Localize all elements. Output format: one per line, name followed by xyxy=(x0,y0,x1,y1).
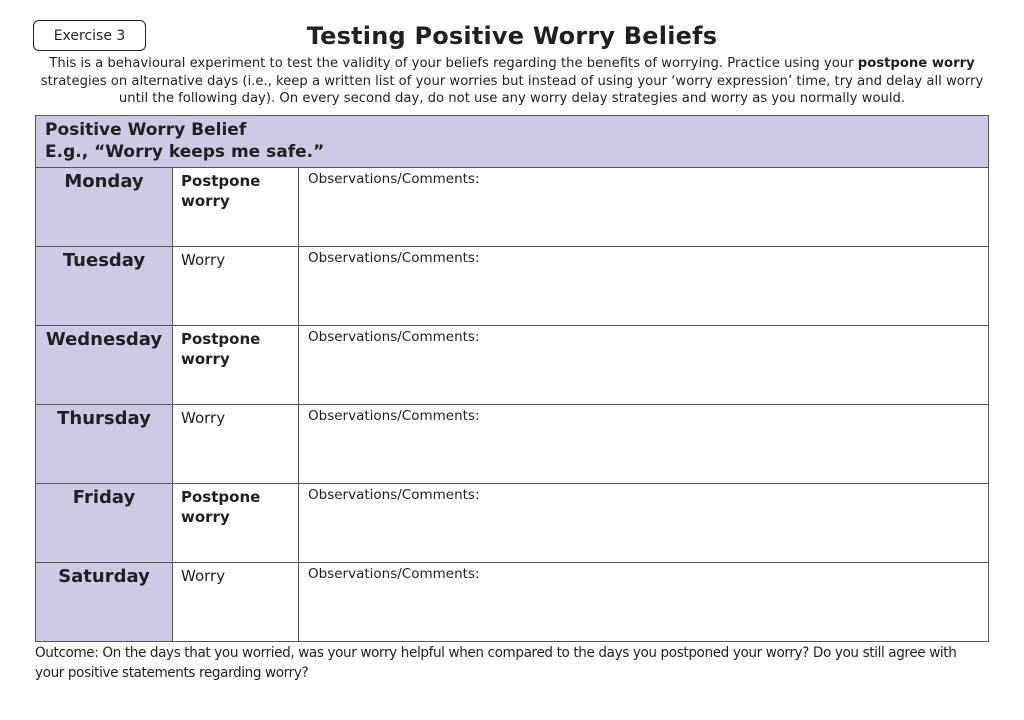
day-cell: Wednesday xyxy=(36,326,173,405)
observations-cell[interactable] xyxy=(299,326,989,405)
day-cell: Thursday xyxy=(36,405,173,484)
observations-cell[interactable] xyxy=(299,247,989,326)
table-row xyxy=(36,168,989,247)
table-row xyxy=(36,247,989,326)
worry-belief-table xyxy=(35,115,989,642)
observations-label: Observations/Comments: xyxy=(308,329,480,345)
table-row xyxy=(36,563,989,642)
observations-cell[interactable] xyxy=(299,563,989,642)
day-cell: Tuesday xyxy=(36,247,173,326)
mode-cell: Postpone worry xyxy=(173,168,299,247)
observations-label: Observations/Comments: xyxy=(308,487,480,503)
day-cell: Monday xyxy=(36,168,173,247)
intro-text-1: This is a behavioural experiment to test the validity of your beliefs regarding the benefits of worrying. Practice using your xyxy=(49,56,858,71)
mode-cell: Worry xyxy=(173,247,299,326)
belief-header-title: Positive Worry Belief xyxy=(45,120,247,140)
mode-cell: Postpone worry xyxy=(173,326,299,405)
page-title-text: Testing Positive Worry Beliefs xyxy=(306,22,718,50)
belief-header-example: E.g., “Worry keeps me safe.” xyxy=(45,142,325,162)
observations-cell[interactable] xyxy=(299,484,989,563)
day-cell: Friday xyxy=(36,484,173,563)
observations-cell[interactable] xyxy=(299,168,989,247)
observations-label: Observations/Comments: xyxy=(308,171,480,187)
observations-label: Observations/Comments: xyxy=(308,250,480,266)
day-cell: Saturday xyxy=(36,563,173,642)
intro-text-2: strategies on alternative days (i.e., keep a written list of your worries but instead of using your ‘worry expression’ time, try and delay all worry until the following day). On every second day, do not use any worry delay strategies and worry as you normally would. xyxy=(40,73,984,106)
intro-paragraph xyxy=(40,55,984,108)
observations-label: Observations/Comments: xyxy=(308,408,480,424)
table-row xyxy=(36,405,989,484)
table-row xyxy=(36,484,989,563)
intro-bold-text: postpone worry xyxy=(857,56,975,71)
mode-cell: Worry xyxy=(173,563,299,642)
exercise-label-text: Exercise 3 xyxy=(53,27,126,44)
page-title xyxy=(0,22,1024,50)
belief-header-cell[interactable] xyxy=(36,116,989,168)
mode-cell: Postpone worry xyxy=(173,484,299,563)
mode-cell: Worry xyxy=(173,405,299,484)
observations-cell[interactable] xyxy=(299,405,989,484)
table-row xyxy=(36,326,989,405)
observations-label: Observations/Comments: xyxy=(308,566,480,582)
outcome-question: Outcome: On the days that you worried, was your worry helpful when compared to the days you postponed your worry? Do you still agree with your positive statements regarding worry? xyxy=(35,645,957,681)
